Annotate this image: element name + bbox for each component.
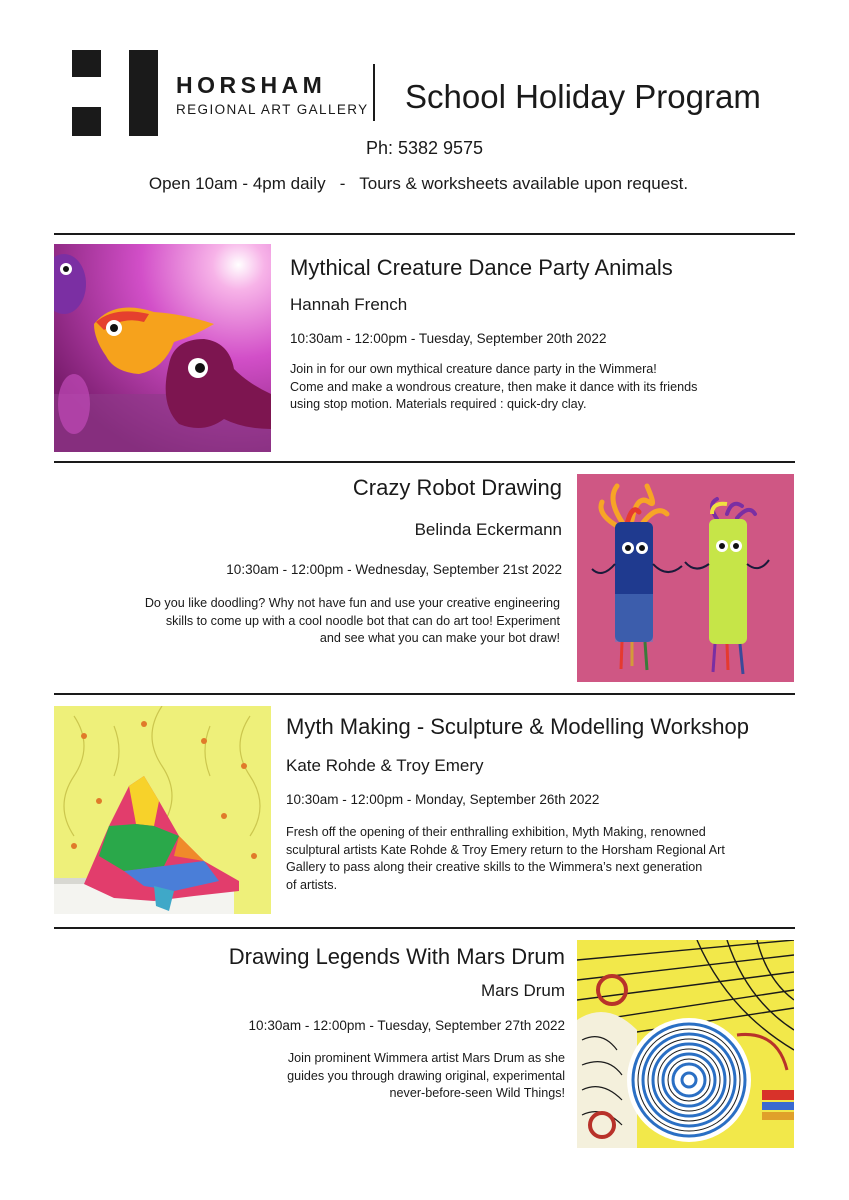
description-line: Do you like doodling? Why not have fun and use your creative engineering (144, 596, 560, 610)
logo-subtitle: REGIONAL ART GALLERY (176, 102, 369, 117)
event-artist: Kate Rohde & Troy Emery (286, 756, 484, 775)
event-datetime: 10:30am - 12:00pm - Tuesday, September 20th 2022 (290, 331, 607, 346)
event-photo-fur-sculpture (54, 706, 271, 914)
gallery-logo-mark (72, 50, 158, 136)
opening-hours: Open 10am - 4pm daily - Tours & worksheets available upon request. (148, 174, 689, 193)
event-datetime: 10:30am - 12:00pm - Wednesday, September 21st 2022 (226, 562, 562, 577)
section-divider (54, 461, 795, 463)
event-artist: Hannah French (290, 295, 408, 314)
description-line: Join prominent Wimmera artist Mars Drum as she (287, 1051, 565, 1065)
event-datetime: 10:30am - 12:00pm - Tuesday, September 27th 2022 (248, 1018, 565, 1033)
event-photo-noodle-robots (577, 474, 794, 682)
event-datetime: 10:30am - 12:00pm - Monday, September 26th 2022 (286, 792, 600, 807)
logo-name: HORSHAM (176, 72, 327, 98)
event-description (200, 1050, 565, 1103)
event-artist: Belinda Eckermann (414, 520, 562, 539)
event-title: Mythical Creature Dance Party Animals (290, 255, 673, 280)
description-line: and see what you can make your bot draw! (319, 631, 560, 645)
section-divider (54, 927, 795, 929)
event-title: Myth Making - Sculpture & Modelling Workshop (286, 714, 750, 739)
section-divider (54, 693, 795, 695)
description-line: Gallery to pass along their creative skills to the Wimmera’s next generation (286, 860, 703, 874)
event-description (290, 361, 697, 414)
event-title: Crazy Robot Drawing (352, 475, 562, 500)
event-description (90, 595, 560, 648)
event-artist: Mars Drum (480, 981, 565, 1000)
description-line: Join in for our own mythical creature dance party in the Wimmera! (290, 362, 657, 376)
event-photo-spiral-drawing (577, 940, 794, 1148)
event-photo-clay-creatures (54, 244, 271, 452)
description-line: skills to come up with a cool noodle bot that can do art too! Experiment (165, 613, 560, 628)
description-line: Fresh off the opening of their enthralling exhibition, Myth Making, renowned (286, 825, 706, 839)
description-line: never-before-seen Wild Things! (389, 1086, 565, 1100)
event-description (286, 824, 725, 894)
program-title: School Holiday Program (405, 78, 761, 115)
description-line: guides you through drawing original, experimental (287, 1068, 565, 1083)
description-line: using stop motion. Materials required : quick-dry clay. (290, 397, 587, 411)
description-line: Come and make a wondrous creature, then make it dance with its friends (290, 379, 698, 394)
header-divider (373, 64, 375, 121)
phone-number: Ph: 5382 9575 (365, 138, 484, 158)
description-line: of artists. (286, 877, 338, 892)
description-line: sculptural artists Kate Rohde & Troy Emery return to the Horsham Regional Art (286, 842, 725, 857)
event-title: Drawing Legends With Mars Drum (228, 944, 565, 969)
section-divider (54, 233, 795, 235)
